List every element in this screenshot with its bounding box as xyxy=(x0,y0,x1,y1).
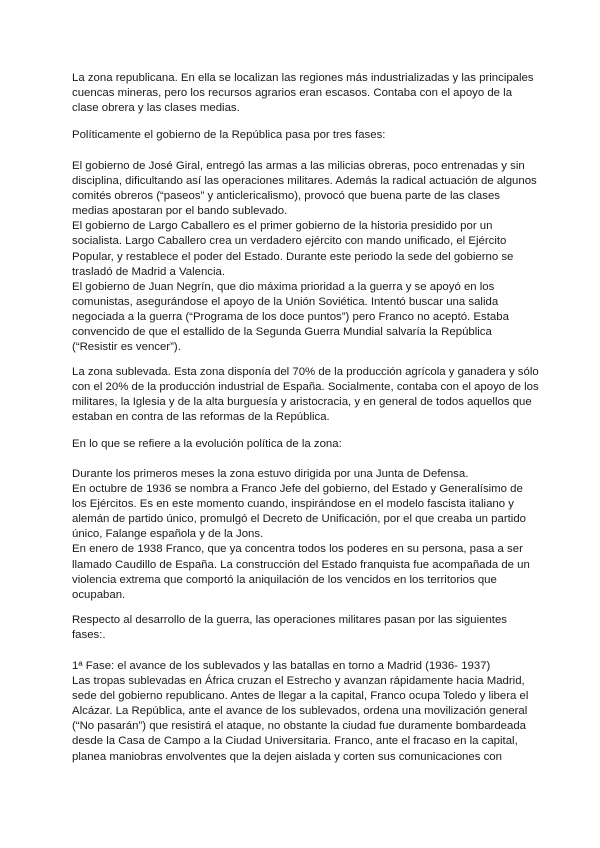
text-line: El gobierno de Largo Caballero es el primer gobierno de la historia presidido por un xyxy=(72,220,493,233)
text-line: con el 20% de la producción industrial de España. Socialmente, contaba con el apoyo de los xyxy=(72,381,539,394)
text-line: En enero de 1938 Franco, que ya concentra todos los poderes en su persona, pasa a ser xyxy=(72,543,523,556)
text-line: Durante los primeros meses la zona estuvo dirigida por una Junta de Defensa. xyxy=(72,468,469,480)
text-line: comités obreros (“paseos” y anticlericalismo), provocó que buena parte de las clases xyxy=(72,190,500,203)
text-line: ocupaban. xyxy=(72,588,126,601)
text-line: sede del gobierno republicano. Antes de llegar a la capital, Franco ocupa Toledo y libera el xyxy=(72,690,529,703)
text-line: alemán de partido único, promulgó el Decreto de Unificación, por el que creaba un partido xyxy=(72,513,527,526)
paragraph-rebel-evolution-intro xyxy=(72,437,534,452)
paragraph-phase-one xyxy=(72,659,534,765)
text-line: Alcázar. La República, ante el avance de los sublevados, ordena una movilización general xyxy=(72,705,528,718)
text-line: Respecto al desarrollo de la guerra, las operaciones militares pasan por las siguientes xyxy=(72,614,507,626)
text-line: socialista. Largo Caballero crea un verdadero ejército con mando unificado, el Ejército xyxy=(72,235,507,248)
text-line: Las tropas sublevadas en África cruzan el Estrecho y avanzan rápidamente hacia Madrid, xyxy=(72,675,525,688)
text-line: los Ejércitos. Es en este momento cuando, inspirándose en el modelo fascista italiano y xyxy=(72,498,514,511)
text-line: llamado Caudillo de España. La construcción del Estado franquista fue acompañada de un xyxy=(72,558,530,571)
text-line: disciplina, dificultando así las operaciones militares. Además la radical actuación de algunos xyxy=(72,175,537,188)
paragraph-political-phases-intro xyxy=(72,128,534,143)
text-line: cuencas mineras, pero los recursos agrarios eran escasos. Contaba con el apoyo de la xyxy=(72,87,513,100)
text-line: La zona sublevada. Esta zona disponía del 70% de la producción agrícola y ganadera y sólo xyxy=(72,366,539,378)
text-line: En lo que se refiere a la evolución política de la zona: xyxy=(72,438,342,450)
text-line: fases:. xyxy=(72,629,106,642)
text-line: (“Resistir es vencer”). xyxy=(72,341,181,354)
paragraph-military-phases-intro xyxy=(72,613,534,643)
text-line: La zona republicana. En ella se localizan las regiones más industrializadas y las principales xyxy=(72,72,534,84)
text-line: estaban en contra de las reformas de la República. xyxy=(72,411,330,424)
text-line: convencido de que el estallido de la Segunda Guerra Mundial salvaría la República xyxy=(72,326,492,339)
text-line: Políticamente el gobierno de la República pasa por tres fases: xyxy=(72,129,386,141)
text-line: clase obrera y las clases medias. xyxy=(72,102,240,115)
paragraph-rebel-zone xyxy=(72,365,539,425)
paragraph-rebel-evolution xyxy=(72,467,534,603)
text-line: El gobierno de José Giral, entregó las armas a las milicias obreras, poco entrenadas y sin xyxy=(72,160,525,172)
text-line: comunistas, asegurándose el apoyo de la Unión Soviética. Intentó buscar una salida xyxy=(72,295,499,308)
text-line: negociada a la guerra (“Programa de los doce puntos”) pero Franco no aceptó. Estaba xyxy=(72,310,509,323)
text-line: medias apostaran por el bando sublevado. xyxy=(72,205,288,218)
text-line: (“No pasarán”) que resistirá el ataque, no obstante la ciudad fue duramente bombardeada xyxy=(72,720,527,733)
text-line: planea maniobras envolventes que la dejen aislada y corten sus comunicaciones con xyxy=(72,750,502,763)
paragraph-republican-zone xyxy=(72,71,534,116)
text-line: violencia extrema que comportó la aniquilación de los vencidos en los territorios que xyxy=(72,573,497,586)
text-line: En octubre de 1936 se nombra a Franco Jefe del gobierno, del Estado y Generalísimo de xyxy=(72,483,523,496)
text-line: El gobierno de Juan Negrín, que dio máxima prioridad a la guerra y se apoyó en los xyxy=(72,280,495,293)
text-line: militares, la Iglesia y de la alta burguesía y aristocracia, y en general de todos aquellos que xyxy=(72,396,532,409)
paragraph-republic-governments xyxy=(72,159,537,355)
text-line: único, Falange española y de la Jons. xyxy=(72,528,264,541)
text-line: Popular, y restablece el poder del Estado. Durante este periodo la sede del gobierno se xyxy=(72,250,514,263)
text-line: desde la Casa de Campo a la Ciudad Universitaria. Franco, ante el fracaso en la capital, xyxy=(72,735,518,748)
text-line: 1ª Fase: el avance de los sublevados y las batallas en torno a Madrid (1936- 1937) xyxy=(72,660,491,672)
text-line: trasladó de Madrid a Valencia. xyxy=(72,265,226,278)
